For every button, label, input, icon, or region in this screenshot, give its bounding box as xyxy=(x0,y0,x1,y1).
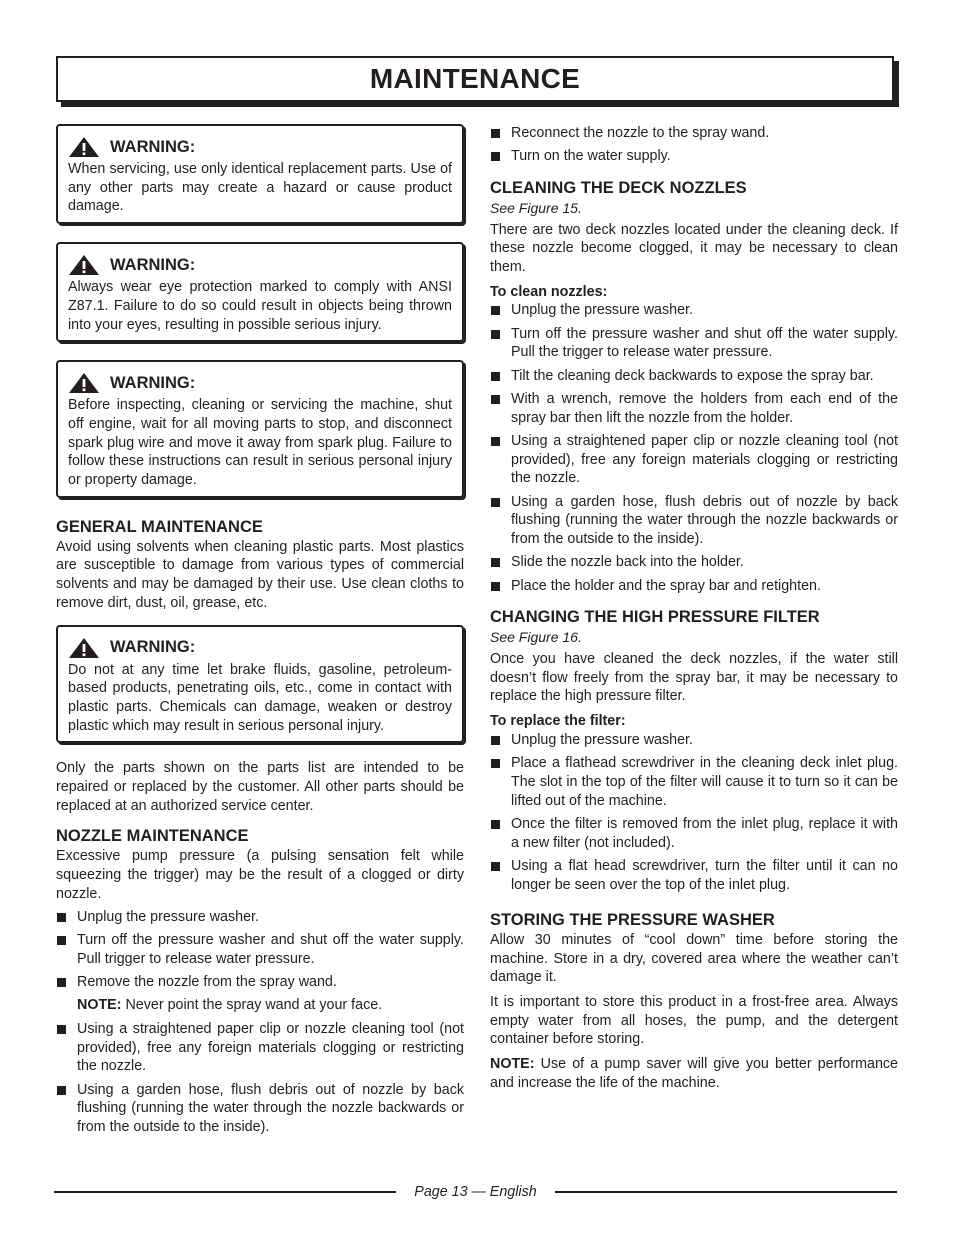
square-bullet-icon xyxy=(57,1086,66,1095)
square-bullet-icon xyxy=(491,736,500,745)
square-bullet-icon xyxy=(491,862,500,871)
square-bullet-icon xyxy=(57,1025,66,1034)
nozzle-maintenance-heading: NOZZLE MAINTENANCE xyxy=(56,827,249,846)
list-item-text: Using a flat head screwdriver, turn the filter until it can no longer be seen over the top of the inlet plug. xyxy=(511,857,898,893)
warning-triangle-icon xyxy=(68,136,100,158)
warning-header xyxy=(68,134,452,160)
list-item-text: Tilt the cleaning deck backwards to expose the spray bar. xyxy=(511,367,874,384)
list-item-text: Using a straightened paper clip or nozzle cleaning tool (not provided), free any foreign materials clogging or restricting the nozzle. xyxy=(511,433,898,487)
list-item xyxy=(490,577,898,596)
figure-reference: See Figure 16. xyxy=(490,629,582,645)
list-item-text: Once the filter is removed from the inlet plug, replace it with a new filter (not included). xyxy=(511,815,898,851)
filter-steps-list xyxy=(490,731,898,894)
list-item xyxy=(56,1020,464,1076)
list-item xyxy=(490,325,898,362)
warning-triangle-icon xyxy=(68,254,100,276)
note-text: Use of a pump saver will give you better performance and increase the life of the machine. xyxy=(490,1056,898,1091)
left-column xyxy=(56,124,464,1141)
warning-triangle-icon xyxy=(68,372,100,394)
page-title-box xyxy=(56,56,894,102)
warning-triangle-icon xyxy=(68,637,100,659)
warning-label: WARNING: xyxy=(110,137,196,156)
list-item-text: Unplug the pressure washer. xyxy=(511,731,693,748)
list-item-text: Turn off the pressure washer and shut off the water supply. Pull trigger to release water pressure. xyxy=(77,931,464,967)
list-item xyxy=(490,432,898,488)
square-bullet-icon xyxy=(491,558,500,567)
square-bullet-icon xyxy=(491,395,500,404)
page-number: Page 13 — English xyxy=(414,1184,537,1200)
square-bullet-icon xyxy=(491,129,500,138)
warning-label: WARNING: xyxy=(110,373,196,392)
square-bullet-icon xyxy=(491,372,500,381)
list-item xyxy=(490,815,898,852)
square-bullet-icon xyxy=(57,936,66,945)
warning-text-2: Always wear eye protection marked to comply with ANSI Z87.1. Failure to do so could result in objects being thrown into your eyes, resulting in possible serious injury. xyxy=(68,279,452,333)
deck-nozzles-heading: CLEANING THE DECK NOZZLES xyxy=(490,178,747,197)
deck-nozzles-text: There are two deck nozzles located under the cleaning deck. If these nozzle become clogged, it may be necessary to clean them. xyxy=(490,221,898,275)
warning-header xyxy=(68,635,452,661)
warning-header xyxy=(68,370,452,396)
square-bullet-icon xyxy=(491,582,500,591)
list-item xyxy=(56,1081,464,1137)
figure-reference: See Figure 15. xyxy=(490,199,582,216)
square-bullet-icon xyxy=(491,820,500,829)
list-item-text: Place a flathead screwdriver in the cleaning deck inlet plug. The slot in the top of the filter will cause it to turn so it can be lifted out of the machine. xyxy=(511,755,898,809)
warning-header xyxy=(68,252,452,278)
general-maintenance-heading: GENERAL MAINTENANCE xyxy=(56,517,263,536)
storing-heading: STORING THE PRESSURE WASHER xyxy=(490,910,775,929)
list-item xyxy=(56,931,464,968)
square-bullet-icon xyxy=(491,759,500,768)
storing-text-1: Allow 30 minutes of “cool down” time before storing the machine. Store in a dry, covered area where the weather can’t damage it. xyxy=(490,931,898,986)
list-item xyxy=(490,390,898,427)
deck-subheading: To clean nozzles: xyxy=(490,283,608,300)
square-bullet-icon xyxy=(491,498,500,507)
list-item-text: Using a garden hose, flush debris out of nozzle by back flushing (running the water through the nozzle backwards or from the outside to the inside). xyxy=(511,493,898,548)
list-item xyxy=(490,553,898,572)
warning-box-1 xyxy=(56,124,464,224)
nozzle-steps-list-cont xyxy=(56,1020,464,1137)
warning-box-3 xyxy=(56,360,464,498)
storing-note xyxy=(490,1055,898,1092)
note-label: NOTE: xyxy=(77,997,122,1014)
list-item xyxy=(490,367,898,386)
square-bullet-icon xyxy=(491,306,500,315)
list-item xyxy=(490,147,898,166)
square-bullet-icon xyxy=(57,978,66,987)
list-item xyxy=(490,857,898,894)
list-item xyxy=(56,908,464,927)
deck-steps-list xyxy=(490,301,898,595)
square-bullet-icon xyxy=(491,437,500,446)
warning-text-1: When servicing, use only identical replacement parts. Use of any other parts may create a hazard or cause product damage. xyxy=(68,161,452,215)
right-column xyxy=(490,124,898,1092)
warning-label: WARNING: xyxy=(110,255,196,274)
general-maintenance-text: Avoid using solvents when cleaning plastic parts. Most plastics are susceptible to damage from various types of commercial solvents and may be damaged by their use. Use clean cloths to remove dirt, dust, oil, grease, etc. xyxy=(56,538,464,611)
list-item xyxy=(490,301,898,320)
footer-rule-right xyxy=(555,1191,897,1193)
nozzle-note xyxy=(56,996,464,1015)
list-item-text: Unplug the pressure washer. xyxy=(511,302,693,319)
storing-text-2: It is important to store this product in a frost-free area. Always empty water from all hoses, the pump, and the detergent container before storing. xyxy=(490,993,898,1048)
warning-text-4: Do not at any time let brake fluids, gasoline, petroleum-based products, penetrating oils, etc., come in contact with plastic parts. Chemicals can damage, weaken or destroy plastic which may result in serious personal injury. xyxy=(68,661,452,734)
filter-heading: CHANGING THE HIGH PRESSURE FILTER xyxy=(490,608,820,626)
list-item-text: Unplug the pressure washer. xyxy=(77,908,259,925)
list-item-text: Turn on the water supply. xyxy=(511,148,671,165)
warning-box-4 xyxy=(56,625,464,744)
nozzle-steps-continued xyxy=(490,124,898,166)
list-item-text: Place the holder and the spray bar and retighten. xyxy=(511,577,821,594)
nozzle-steps-list xyxy=(56,908,464,992)
filter-text: Once you have cleaned the deck nozzles, if the water still doesn’t flow freely from the spray bar, it may be necessary to replace the high pressure filter. xyxy=(490,651,898,705)
list-item xyxy=(490,124,898,143)
page-title: MAINTENANCE xyxy=(369,63,581,94)
square-bullet-icon xyxy=(491,330,500,339)
list-item-text: Remove the nozzle from the spray wand. xyxy=(77,973,337,990)
warning-text-3: Before inspecting, cleaning or servicing the machine, shut off engine, wait for all moving parts to stop, and disconnect spark plug wire and move it away from spark plug. Failure to follow these instructions can result in serious personal injury or property damage. xyxy=(68,397,452,489)
list-item xyxy=(490,731,898,750)
filter-subheading: To replace the filter: xyxy=(490,713,626,730)
list-item-text: Turn off the pressure washer and shut off the water supply. Pull the trigger to release water pressure. xyxy=(511,325,898,361)
square-bullet-icon xyxy=(57,913,66,922)
warning-box-2 xyxy=(56,242,464,342)
nozzle-maintenance-text: Excessive pump pressure (a pulsing sensation felt while squeezing the trigger) may be the result of a clogged or dirty nozzle. xyxy=(56,848,464,902)
list-item-text: With a wrench, remove the holders from each end of the spray bar then lift the nozzle from the holder. xyxy=(511,391,898,426)
list-item-text: Using a garden hose, flush debris out of nozzle by back flushing (running the water through the nozzle backwards or from the outside to the inside). xyxy=(77,1081,464,1135)
warning-label: WARNING: xyxy=(110,638,196,657)
list-item-text: Reconnect the nozzle to the spray wand. xyxy=(511,125,770,141)
list-item xyxy=(490,754,898,810)
list-item xyxy=(490,493,898,549)
list-item-text: Using a straightened paper clip or nozzle cleaning tool (not provided), free any foreign materials clogging or restricting the nozzle. xyxy=(77,1020,464,1075)
square-bullet-icon xyxy=(491,152,500,161)
note-text: Never point the spray wand at your face. xyxy=(121,997,383,1014)
note-label: NOTE: xyxy=(490,1056,535,1073)
list-item xyxy=(56,973,464,992)
page-footer xyxy=(54,1182,897,1202)
parts-text: Only the parts shown on the parts list are intended to be repaired or replaced by the customer. All other parts should be replaced at an authorized service center. xyxy=(56,760,464,814)
list-item-text: Slide the nozzle back into the holder. xyxy=(511,554,744,571)
footer-rule-left xyxy=(54,1191,396,1193)
